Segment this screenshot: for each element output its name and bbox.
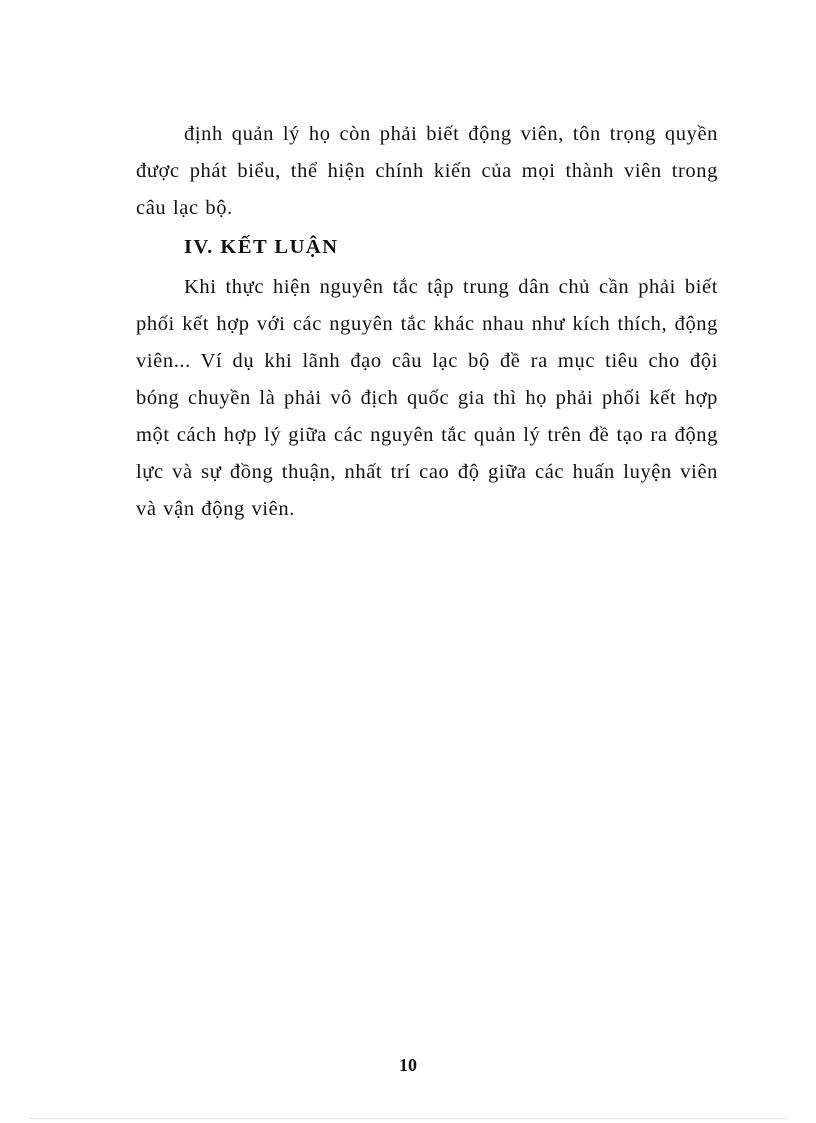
page-number: 10	[399, 1055, 417, 1075]
page-bottom-divider	[28, 1118, 788, 1119]
section-heading-conclusion: IV. KẾT LUẬN	[184, 236, 339, 258]
page-content	[136, 116, 718, 528]
paragraph-conclusion: Khi thực hiện nguyên tắc tập trung dân chủ cần phải biết phối kết hợp với các nguyên tắc khác nhau như kích thích, động viên... Ví dụ khi lãnh đạo câu lạc bộ đề ra mục tiêu cho đội bóng chuyền là phải vô địch quốc gia thì họ phải phối kết hợp một cách hợp lý giữa các nguyên tắc quản lý trên đề tạo ra động lực và sự đồng thuận, nhất trí cao độ giữa các huấn luyện viên và vận động viên.	[136, 276, 718, 520]
paragraph-continuation: định quản lý họ còn phải biết động viên, tôn trọng quyền được phát biểu, thể hiện chính kiến của mọi thành viên trong câu lạc bộ.	[136, 123, 718, 219]
